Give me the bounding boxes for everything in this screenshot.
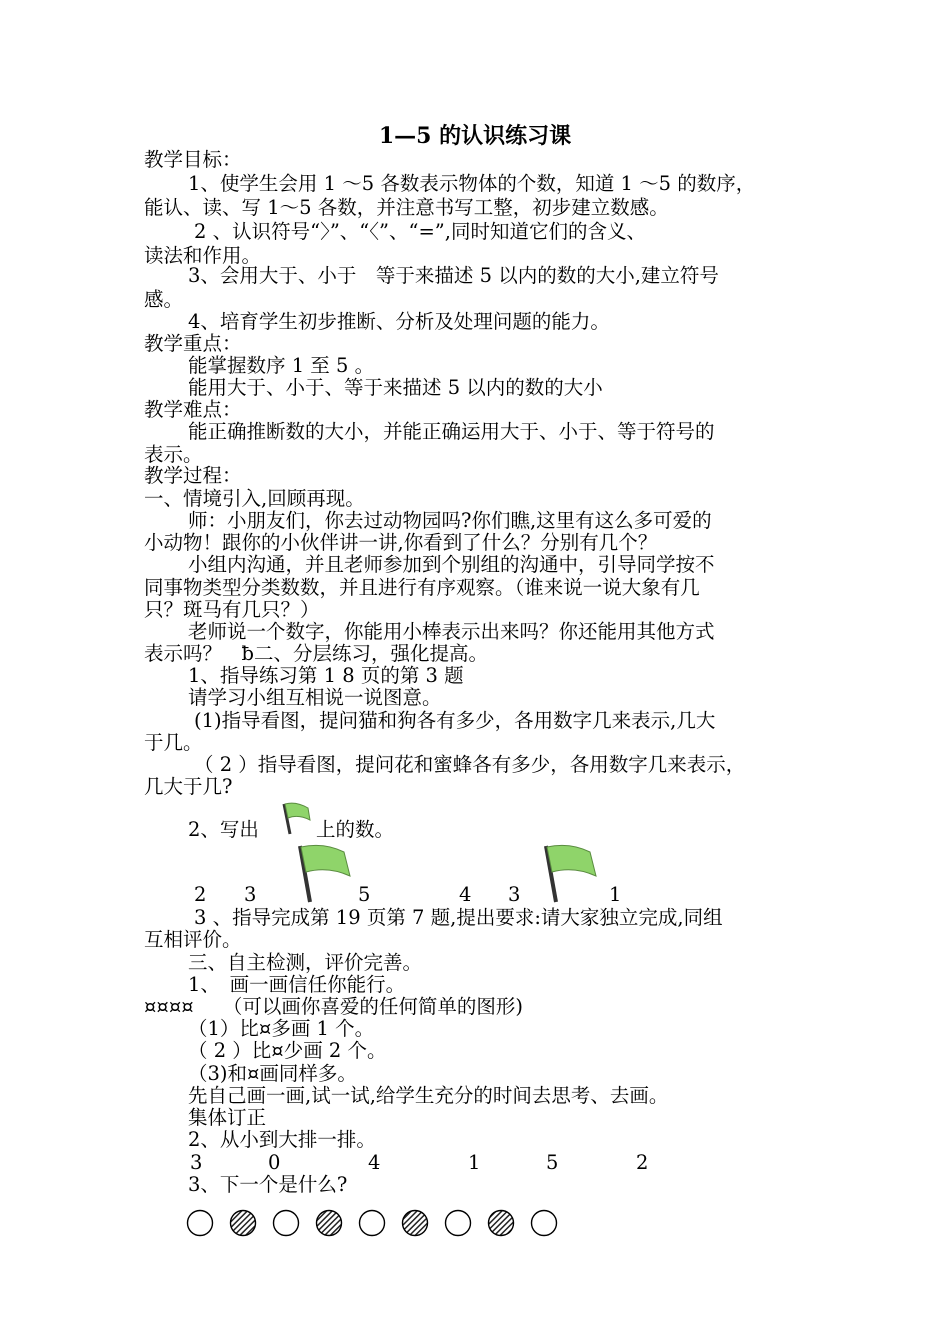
practice-2-suffix: 上的数。 (316, 818, 395, 841)
flag-number: 5 (358, 883, 371, 906)
sort-number: 5 (546, 1151, 559, 1174)
group-line-2: 同事物类型分类数数，并且进行有序观察。（谁来说一说大象有几 (144, 576, 700, 599)
group-line-1: 小组内沟通，并且老师参加到个别组的沟通中，引导同学按不 (188, 553, 715, 576)
sort-number: 4 (368, 1151, 381, 1174)
practice-2-prefix: 2、写出 (188, 818, 259, 841)
circle-hatched (489, 1211, 514, 1236)
group-line-3: 只？斑马有几只？） (144, 598, 320, 621)
key-points-heading: 教学重点： (144, 332, 242, 355)
green-flag-icon (540, 842, 602, 904)
check-1-item-3: （3)和¤画同样多。 (188, 1062, 357, 1085)
check-1-instruction: 先自己画一画,试一试,给学生充分的时间去思考、去画。 (188, 1084, 669, 1107)
practice-3-line-2: 互相评价。 (144, 928, 242, 951)
practice-1-item-2-line-2: 几大于几? (144, 775, 233, 798)
green-flag-icon (294, 842, 356, 904)
teacher-line-1: 师：小朋友们，你去过动物园吗?你们瞧,这里有这么多可爱的 (188, 509, 712, 532)
circle-hatched (317, 1211, 342, 1236)
flag-number: 3 (508, 883, 521, 906)
process-part-3: 三、自主检测，评价完善。 (188, 951, 423, 974)
check-1: 1、 画一画信任你能行。 (188, 973, 406, 996)
goal-1-line-2: 能认、读、写 1～5 各数，并注意书写工整，初步建立数感。 (144, 196, 669, 219)
goals-heading: 教学目标： (144, 148, 242, 171)
practice-1-item-2-line-1: （ 2 ）指导看图，提问花和蜜蜂各有多少，各用数字几来表示， (194, 753, 746, 776)
flag-number: 2 (194, 883, 207, 906)
sort-number: 0 (268, 1151, 281, 1174)
circle-white (446, 1211, 471, 1236)
check-1-item-1: （1）比¤多画 1 个。 (188, 1017, 375, 1040)
goal-2-line-1: 2 、认识符号“〉”、“〈”、“=”,同时知道它们的含义、 (194, 220, 646, 243)
flag-number: 3 (244, 883, 257, 906)
practice-1-item-1-line-2: 于几。 (144, 731, 203, 754)
check-2: 2、从小到大排一排。 (188, 1128, 376, 1151)
sort-number: 1 (468, 1151, 481, 1174)
number-line-1: 老师说一个数字，你能用小棒表示出来吗？你还能用其他方式 (188, 620, 715, 643)
goal-2-line-2: 读法和作用。 (144, 244, 262, 267)
practice-1-item-1-line-1: (1)指导看图，提问猫和狗各有多少，各用数字几来表示,几大 (194, 709, 716, 732)
process-part-1: 一、情境引入,回顾再现。 (144, 487, 365, 510)
flag-number: 1 (609, 883, 622, 906)
goal-3-line-2: 感。 (144, 288, 184, 311)
pattern-circles (186, 1209, 566, 1237)
circle-white (274, 1211, 299, 1236)
practice-1-group: 请学习小组互相说一说图意。 (188, 686, 442, 709)
circle-white (532, 1211, 557, 1236)
goal-4: 4、培育学生初步推断、分析及处理问题的能力。 (188, 310, 610, 333)
difficulty-line-2: 表示。 (144, 443, 203, 466)
teacher-line-2: 小动物！跟你的小伙伴讲一讲,你看到了什么？分别有几个？ (144, 531, 658, 554)
circle-hatched (231, 1211, 256, 1236)
practice-1: 1、指导练习第 1 8 页的第 3 题 (188, 664, 464, 687)
circle-white (188, 1211, 213, 1236)
check-3: 3、下一个是什么? (188, 1173, 348, 1196)
circle-hatched (403, 1211, 428, 1236)
sort-number: 2 (636, 1151, 649, 1174)
sort-number: 3 (190, 1151, 203, 1174)
check-1-shapes: ¤¤¤¤ （可以画你喜爱的任何简单的图形) (144, 995, 523, 1018)
key-point-1: 能掌握数序 1 至 5 。 (188, 354, 375, 377)
difficulty-line-1: 能正确推断数的大小，并能正确运用大于、小于、等于符号的 (188, 420, 715, 443)
goal-1-line-1: 1、使学生会用 1 ～5 各数表示物体的个数，知道 1 ～5 的数序， (188, 172, 756, 195)
goal-3-line-1: 3、会用大于、小于 等于来描述 5 以内的数的大小,建立符号 (188, 264, 719, 287)
difficulty-heading: 教学难点： (144, 398, 242, 421)
process-heading: 教学过程： (144, 464, 242, 487)
check-1-item-2: （ 2 ）比¤少画 2 个。 (188, 1039, 387, 1062)
check-1-review: 集体订正 (188, 1106, 267, 1129)
key-point-2: 能用大于、小于、等于来描述 5 以内的数的大小 (188, 376, 603, 399)
circle-white (360, 1211, 385, 1236)
practice-3-line-1: 3 、指导完成第 19 页第 7 题,提出要求:请大家独立完成,同组 (194, 906, 723, 929)
flag-number: 4 (459, 883, 472, 906)
green-flag-icon (278, 800, 314, 836)
page-title: 1—5 的认识练习课 (378, 123, 572, 149)
number-line-2: 表示吗？ ƀ二、分层练习，强化提高。 (144, 642, 488, 665)
